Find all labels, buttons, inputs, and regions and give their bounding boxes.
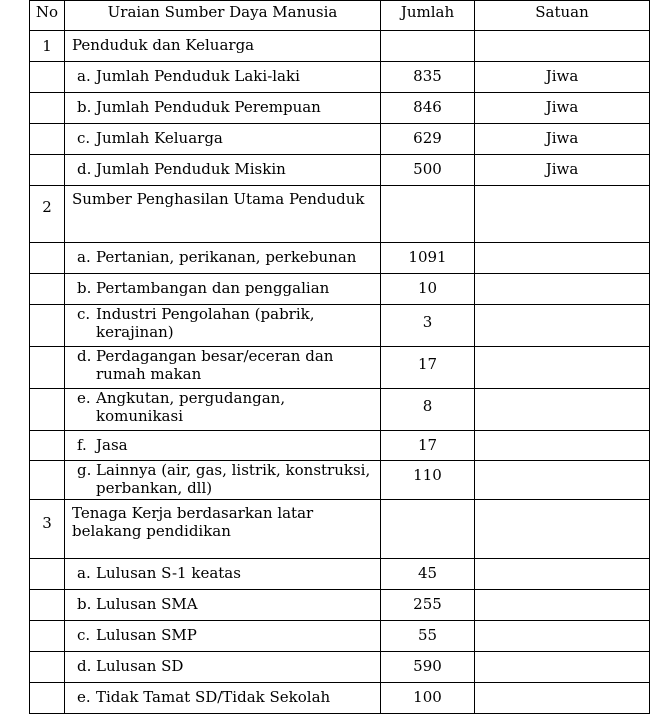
item-jumlah: 110 (381, 461, 475, 500)
header-jumlah: Jumlah (381, 1, 475, 31)
table-row (30, 62, 650, 93)
item-text: Jumlah Penduduk Perempuan (96, 98, 321, 116)
item-text: Lulusan S-1 keatas (96, 564, 241, 582)
item-label: b. (77, 98, 92, 116)
section-no: 2 (30, 186, 65, 243)
item-jumlah: 500 (381, 155, 475, 186)
table-row (30, 347, 650, 389)
section-title: Penduduk dan Keluarga (65, 31, 381, 62)
item-label: e. (77, 389, 91, 407)
item-jumlah: 17 (381, 431, 475, 461)
item-text: Jasa (96, 436, 128, 454)
header-row (30, 1, 650, 31)
item-label: c. (77, 626, 91, 644)
item-jumlah: 1091 (381, 243, 475, 274)
item-text: Jumlah Keluarga (96, 129, 223, 147)
item-satuan (475, 652, 650, 683)
item-label: a. (77, 67, 91, 85)
item-label: d. (77, 160, 92, 178)
item-satuan (475, 389, 650, 431)
item-satuan: Jiwa (475, 62, 650, 93)
table-row (30, 305, 650, 347)
item-label: b. (77, 595, 92, 613)
item-satuan (475, 461, 650, 500)
item-satuan (475, 683, 650, 714)
table-row (30, 389, 650, 431)
item-jumlah: 17 (381, 347, 475, 389)
item-label: e. (77, 688, 91, 706)
item-label: b. (77, 279, 92, 297)
item-jumlah: 590 (381, 652, 475, 683)
item-satuan (475, 347, 650, 389)
item-satuan (475, 305, 650, 347)
section-no: 3 (30, 500, 65, 559)
item-text: Jumlah Penduduk Miskin (96, 160, 286, 178)
header-satuan: Satuan (475, 1, 650, 31)
section-row (30, 186, 650, 243)
header-no: No (30, 1, 65, 31)
sdm-table (29, 0, 650, 714)
item-text: Lulusan SMA (96, 595, 198, 613)
item-jumlah: 255 (381, 590, 475, 621)
item-satuan (475, 243, 650, 274)
item-satuan: Jiwa (475, 93, 650, 124)
section-title: Sumber Penghasilan Utama Penduduk (65, 186, 381, 243)
item-text: Perdagangan besar/eceran dan rumah makan (96, 347, 334, 383)
item-jumlah: 100 (381, 683, 475, 714)
section-no: 1 (30, 31, 65, 62)
table-row (30, 431, 650, 461)
table-row (30, 243, 650, 274)
table-row (30, 274, 650, 305)
item-jumlah: 629 (381, 124, 475, 155)
item-satuan: Jiwa (475, 155, 650, 186)
item-label: a. (77, 248, 91, 266)
item-satuan: Jiwa (475, 124, 650, 155)
table-row (30, 652, 650, 683)
item-label: f. (77, 436, 87, 454)
item-jumlah: 835 (381, 62, 475, 93)
table-row (30, 155, 650, 186)
item-text: Pertanian, perikanan, perkebunan (96, 248, 357, 266)
section-title: Tenaga Kerja berdasarkan latar belakang pendidikan (65, 500, 381, 559)
item-satuan (475, 431, 650, 461)
table-row (30, 461, 650, 500)
item-text: Pertambangan dan penggalian (96, 279, 330, 297)
table-row (30, 559, 650, 590)
item-satuan (475, 590, 650, 621)
item-text: Lulusan SD (96, 657, 184, 675)
item-jumlah: 10 (381, 274, 475, 305)
item-text: Jumlah Penduduk Laki-laki (96, 67, 300, 85)
table-row (30, 621, 650, 652)
item-jumlah: 3 (381, 305, 475, 347)
item-text: Angkutan, pergudangan, komunikasi (96, 389, 286, 425)
item-label: d. (77, 347, 92, 365)
item-label: g. (77, 461, 92, 479)
table-row (30, 590, 650, 621)
item-jumlah: 846 (381, 93, 475, 124)
table-row (30, 124, 650, 155)
section-row (30, 31, 650, 62)
table-row (30, 683, 650, 714)
item-text: Lainnya (air, gas, listrik, konstruksi, perbankan, dll) (96, 461, 371, 497)
item-text: Industri Pengolahan (pabrik, kerajinan) (96, 305, 315, 341)
item-jumlah: 45 (381, 559, 475, 590)
item-jumlah: 8 (381, 389, 475, 431)
header-uraian: Uraian Sumber Daya Manusia (65, 1, 381, 31)
table-row (30, 93, 650, 124)
item-satuan (475, 559, 650, 590)
item-satuan (475, 274, 650, 305)
item-label: c. (77, 305, 91, 323)
item-label: d. (77, 657, 92, 675)
section-row (30, 500, 650, 559)
item-satuan (475, 621, 650, 652)
item-text: Lulusan SMP (96, 626, 197, 644)
item-jumlah: 55 (381, 621, 475, 652)
item-text: Tidak Tamat SD/Tidak Sekolah (96, 688, 331, 706)
item-label: c. (77, 129, 91, 147)
item-label: a. (77, 564, 91, 582)
